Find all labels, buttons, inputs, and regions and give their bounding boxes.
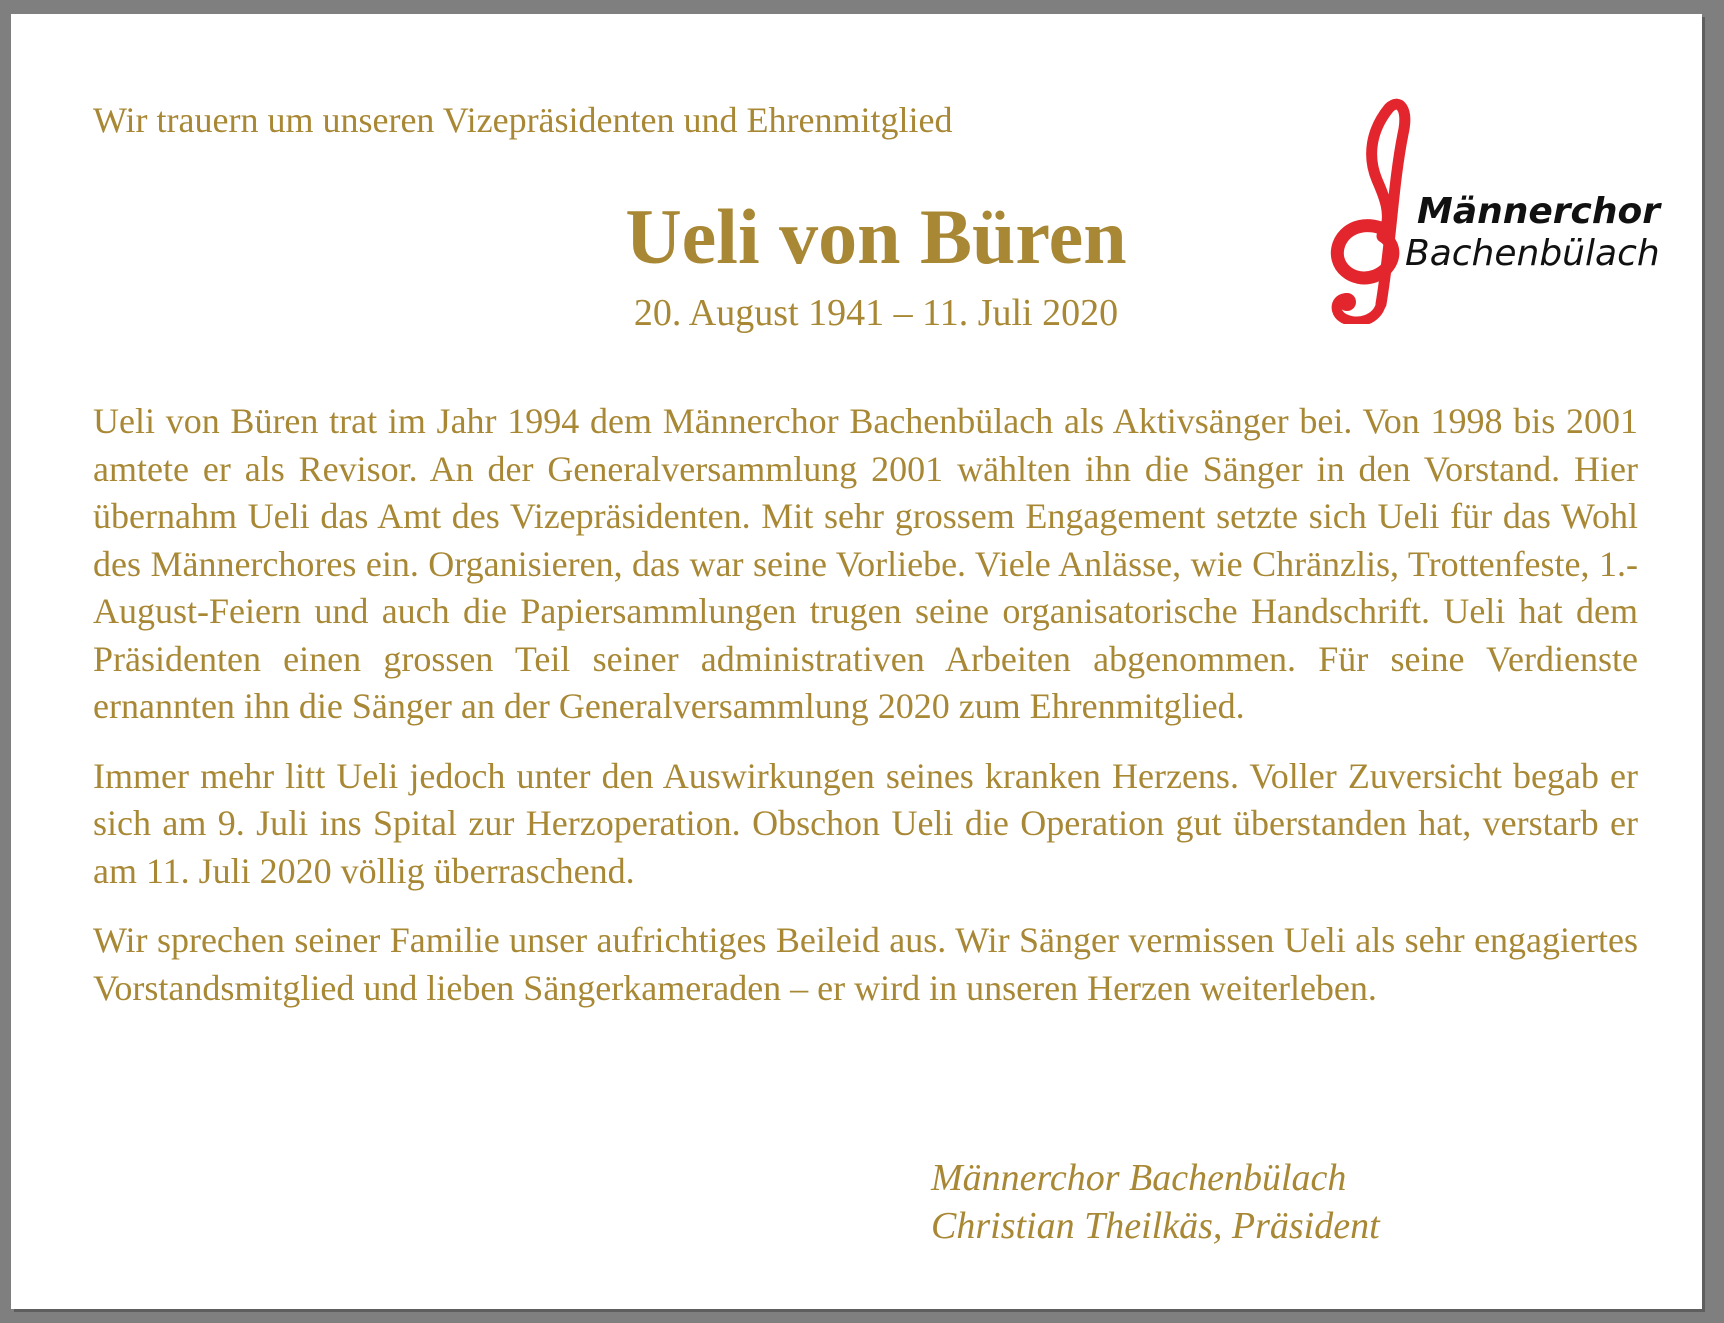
body-paragraph: Ueli von Büren trat im Jahr 1994 dem Männerchor Bachenbülach als Aktivsänger bei. Von 1998 bis 2001 amtete er als Revisor. An der Generalversammlung 2001 wählten ihn die Sänger in den Vorstand. Hier übernahm Ueli das Amt des Vizepräsidenten. Mit sehr grossem Engagement setzte sich Ueli für das Wohl des Männerchores ein. Organisieren, das war seine Vorliebe. Viele Anlässe, wie Chränzlis, Trottenfeste, 1.-August-Feiern und auch die Papiersammlungen trugen seine organisatorische Handschrift. Ueli hat dem Präsidenten einen grossen Teil seiner administrativen Arbeiten abgenommen. Für seine Verdienste ernannten ihn die Sänger an der Generalversammlung 2020 zum Ehrenmitglied. <box>93 401 1638 726</box>
signature-organization: Männerchor Bachenbülach <box>931 1157 1347 1199</box>
body-paragraph: Immer mehr litt Ueli jedoch unter den Auswirkungen seines kranken Herzens. Voller Zuversicht begab er sich am 9. Juli ins Spital zur Herzoperation. Obschon Ueli die Operation gut überstanden hat, verstarb er am 11. Juli 2020 völlig überraschend. <box>93 755 1638 891</box>
body-paragraph: Wir sprechen seiner Familie unser aufrichtiges Beileid aus. Wir Sänger vermissen Ueli als sehr engagiertes Vorstandsmitglied und lieben Sängerkameraden – er wird in unseren Herzen weiterleben. <box>93 920 1638 1008</box>
deceased-name: Ueli von Büren <box>625 193 1127 280</box>
signature-person: Christian Theilkäs, Präsident <box>931 1205 1380 1247</box>
intro-line: Wir trauern um unseren Vizepräsidenten und Ehrenmitglied <box>93 100 953 140</box>
signature-block <box>931 1154 1380 1250</box>
notice-body <box>93 398 1638 1034</box>
memorial-notice-page <box>11 14 1702 1309</box>
maennerchor-logo <box>1319 94 1660 324</box>
life-dates: 20. August 1941 – 11. Juli 2020 <box>633 292 1119 334</box>
logo-text-line2: Bachenbülach <box>1405 233 1660 274</box>
logo-text-line1: Männerchor <box>1417 191 1660 232</box>
